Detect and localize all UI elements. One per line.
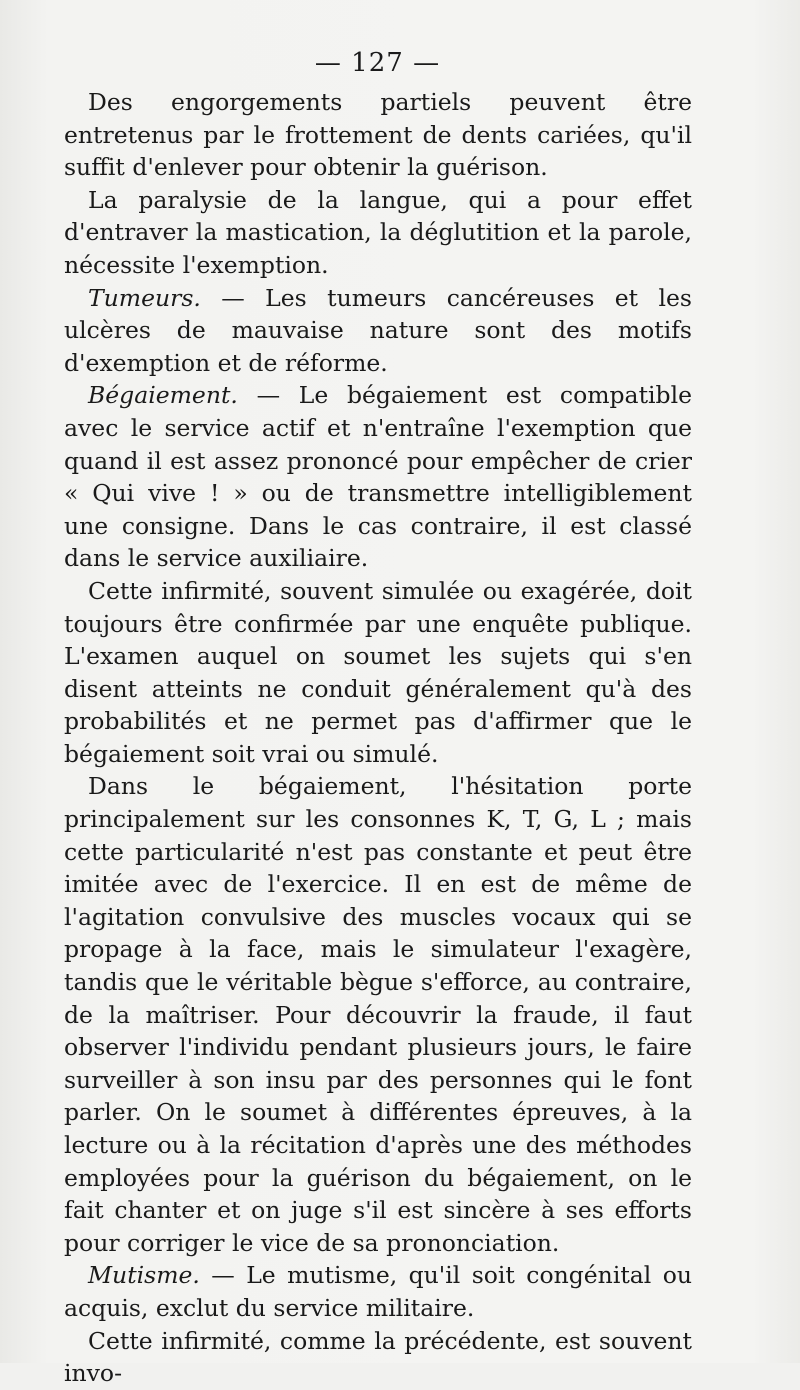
paragraph-mutisme <box>64 1259 692 1324</box>
paragraph-text: La paralysie de la langue, qui a pour effet d'entraver la mastication, la déglutition et la parole, nécessite l'exemption. <box>64 185 692 279</box>
paragraph-tumeurs <box>64 282 692 380</box>
paragraph-text: Cette infirmité, souvent simulée ou exagérée, doit toujours être confirmée par une enquête publique. L'examen auquel on soumet les sujets qui s'en disent atteints ne conduit généralement qu'à des probabilités et ne permet pas d'affirmer que le bégaiement soit vrai ou simulé. <box>64 576 692 768</box>
paragraph-text: — Le bégaiement est compatible avec le service actif et n'entraîne l'exemption que quand il est assez prononcé pour empêcher de crier « Qui vive ! » ou de transmettre intelligiblement une consigne. Dans le cas contraire, il est classé dans le service auxiliaire. <box>64 381 692 573</box>
paragraph-text: Cette infirmité, comme la précédente, est souvent invo- <box>64 1326 692 1388</box>
paragraph-infirmite-simulee <box>64 575 692 771</box>
paragraph-infirmite-precedente <box>64 1325 692 1390</box>
body-text <box>64 86 692 1390</box>
paragraph-paralysie <box>64 184 692 282</box>
paragraph-dents <box>64 86 692 184</box>
section-heading-mutisme: Mutisme. <box>88 1261 200 1290</box>
paragraph-text: — Les tumeurs cancéreuses et les ulcères de mauvaise nature sont des motifs d'exemption et de réforme. <box>64 283 692 377</box>
section-heading-tumeurs: Tumeurs. <box>88 283 201 312</box>
paragraph-begaiement <box>64 379 692 575</box>
paragraph-text: Dans le bégaiement, l'hésitation porte principalement sur les consonnes K, T, G, L ; mais cette particularité n'est pas constante et peut être imitée avec de l'exercice. Il en est de même de l'agitation convulsive des muscles vocaux qui se propage à la face, mais le simulateur l'exagère, tandis que le véritable bègue s'efforce, au contraire, de la maîtriser. Pour découvrir la fraude, il faut observer l'individu pendant plusieurs jours, le faire surveiller à son insu par des personnes qui le font parler. On le soumet à différentes épreuves, à la lecture ou à la récitation d'après une des méthodes employées pour la guérison du bégaiement, on le fait chanter et on juge s'il est sincère à ses efforts pour corriger le vice de sa prononciation. <box>64 772 692 1257</box>
paragraph-text: — Le mutisme, qu'il soit congénital ou acquis, exclut du service militaire. <box>64 1261 692 1322</box>
paragraph-hesitation <box>64 770 692 1259</box>
section-heading-begaiement: Bégaiement. <box>88 381 238 410</box>
paragraph-text: Des engorgements partiels peuvent être entretenus par le frottement de dents cariées, qu'il suffit d'enlever pour obtenir la guérison. <box>64 88 692 182</box>
page-number: — 127 — <box>314 48 441 78</box>
